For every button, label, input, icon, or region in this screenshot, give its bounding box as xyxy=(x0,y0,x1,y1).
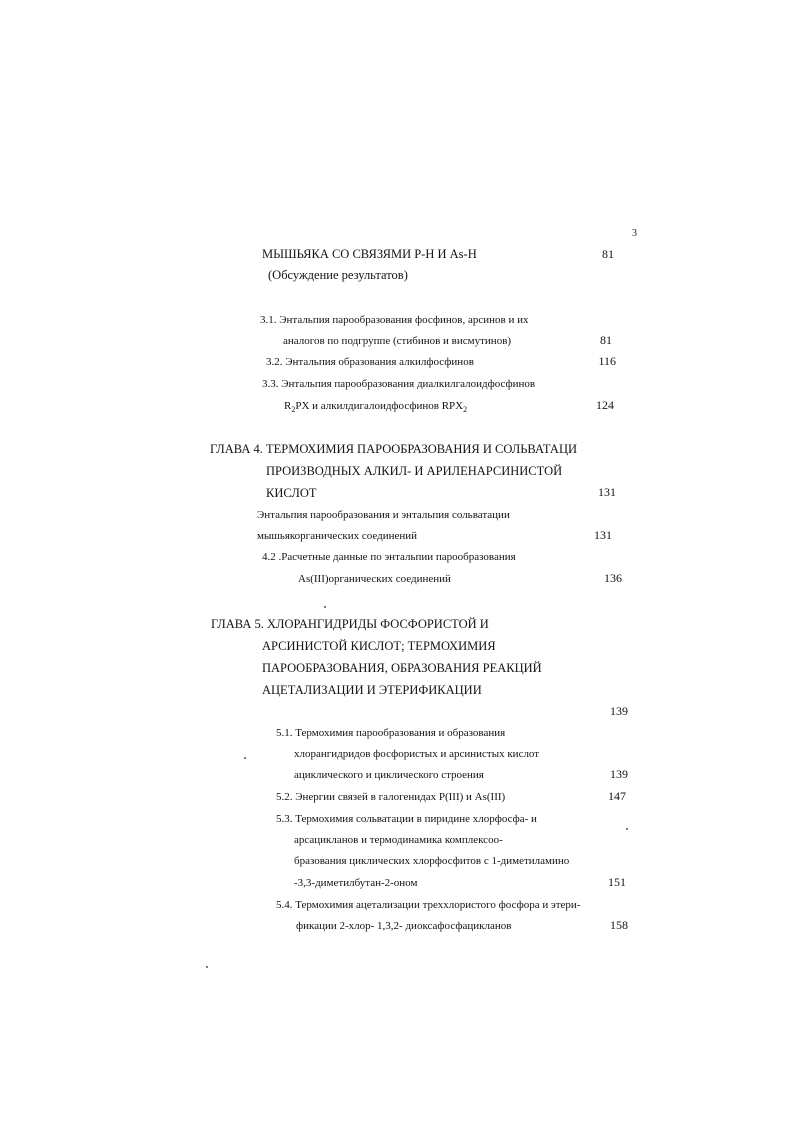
page-ref: 139 xyxy=(610,767,628,781)
formula-subscript: 2 xyxy=(463,405,468,415)
page-ref: 139 xyxy=(610,704,628,718)
page-ref: 147 xyxy=(608,789,626,803)
formula-r: R xyxy=(284,400,292,412)
section-3-3-cont xyxy=(284,398,467,418)
section-4-1-cont: мышьякорганических соединений xyxy=(257,530,418,542)
chapter-5-title: ГЛАВА 5. ХЛОРАНГИДРИДЫ ФОСФОРИСТОЙ И xyxy=(211,617,489,631)
scan-speck xyxy=(206,966,208,968)
page-ref: 158 xyxy=(610,918,628,932)
section-3-3: 3.3. Энтальпия парообразования диалкилгалоидфосфинов xyxy=(262,378,536,390)
page-ref: 81 xyxy=(602,247,614,261)
chapter-4-title: ГЛАВА 4. ТЕРМОХИМИЯ ПАРООБРАЗОВАНИЯ И СОЛЬВАТАЦИ xyxy=(210,442,578,456)
chapter-5-title-line2: АРСИНИСТОЙ КИСЛОТ; ТЕРМОХИМИЯ xyxy=(262,639,496,653)
page-ref: 136 xyxy=(604,571,622,585)
scan-speck xyxy=(324,606,326,608)
chapter-4-title-line2: ПРОИЗВОДНЫХ АЛКИЛ- И АРИЛЕНАРСИНИСТОЙ xyxy=(266,464,563,478)
section-5-1-cont2: ациклического и циклического строения xyxy=(294,769,484,781)
scan-speck xyxy=(244,757,246,759)
page-ref: 131 xyxy=(594,528,612,542)
chapter-5-title-line3: ПАРООБРАЗОВАНИЯ, ОБРАЗОВАНИЯ РЕАКЦИЙ xyxy=(262,661,542,675)
section-5-1-cont: хлорангидридов фосфористых и арсинистых кислот xyxy=(294,748,540,760)
section-5-4: 5.4. Термохимия ацетализации треххлористого фосфора и этери- xyxy=(276,899,581,911)
chapter-3-subtitle: (Обсуждение результатов) xyxy=(268,268,408,282)
section-5-3-cont3: -3,3-диметилбутан-2-оном xyxy=(294,877,418,889)
section-4-2-cont: As(III)органических соединений xyxy=(298,573,451,585)
page-ref: 81 xyxy=(600,333,612,347)
section-5-3-cont: арсацикланов и термодинамика комплексоо- xyxy=(294,834,503,846)
page-ref: 131 xyxy=(598,485,616,499)
section-5-3: 5.3. Термохимия сольватации в пиридине хлорфосфа- и xyxy=(276,813,537,825)
formula-subscript: 2 xyxy=(291,405,296,415)
formula-text: PX и алкилдигалоидфосфинов RPX xyxy=(295,400,464,412)
section-5-2: 5.2. Энергии связей в галогенидах P(III) и As(III) xyxy=(276,791,506,803)
section-5-4-cont: фикации 2-хлор- 1,3,2- диоксафосфацикланов xyxy=(296,920,512,932)
page-ref: 116 xyxy=(598,354,616,368)
section-4-1: Энтальпия парообразования и энтальпия сольватации xyxy=(257,509,510,521)
section-3-2: 3.2. Энтальпия образования алкилфосфинов xyxy=(266,356,474,368)
section-3-1: 3.1. Энтальпия парообразования фосфинов, арсинов и их xyxy=(260,314,529,326)
page-ref: 124 xyxy=(596,398,614,412)
chapter-4-title-line3: КИСЛОТ xyxy=(266,486,317,500)
section-3-1-cont: аналогов по подгруппе (стибинов и висмутинов) xyxy=(283,335,512,347)
scan-speck xyxy=(626,828,628,830)
page-number: 3 xyxy=(632,228,637,239)
section-4-2: 4.2 .Расчетные данные по энтальпии парообразования xyxy=(262,551,516,563)
chapter-5-title-line4: АЦЕТАЛИЗАЦИИ И ЭТЕРИФИКАЦИИ xyxy=(262,683,482,697)
section-5-3-cont2: бразования циклических хлорфосфитов с 1-диметиламино xyxy=(294,855,570,867)
chapter-3-title-continued: МЫШЬЯКА СО СВЯЗЯМИ Р-Н И As-H xyxy=(262,247,477,261)
section-5-1: 5.1. Термохимия парообразования и образования xyxy=(276,727,506,739)
page-ref: 151 xyxy=(608,875,626,889)
